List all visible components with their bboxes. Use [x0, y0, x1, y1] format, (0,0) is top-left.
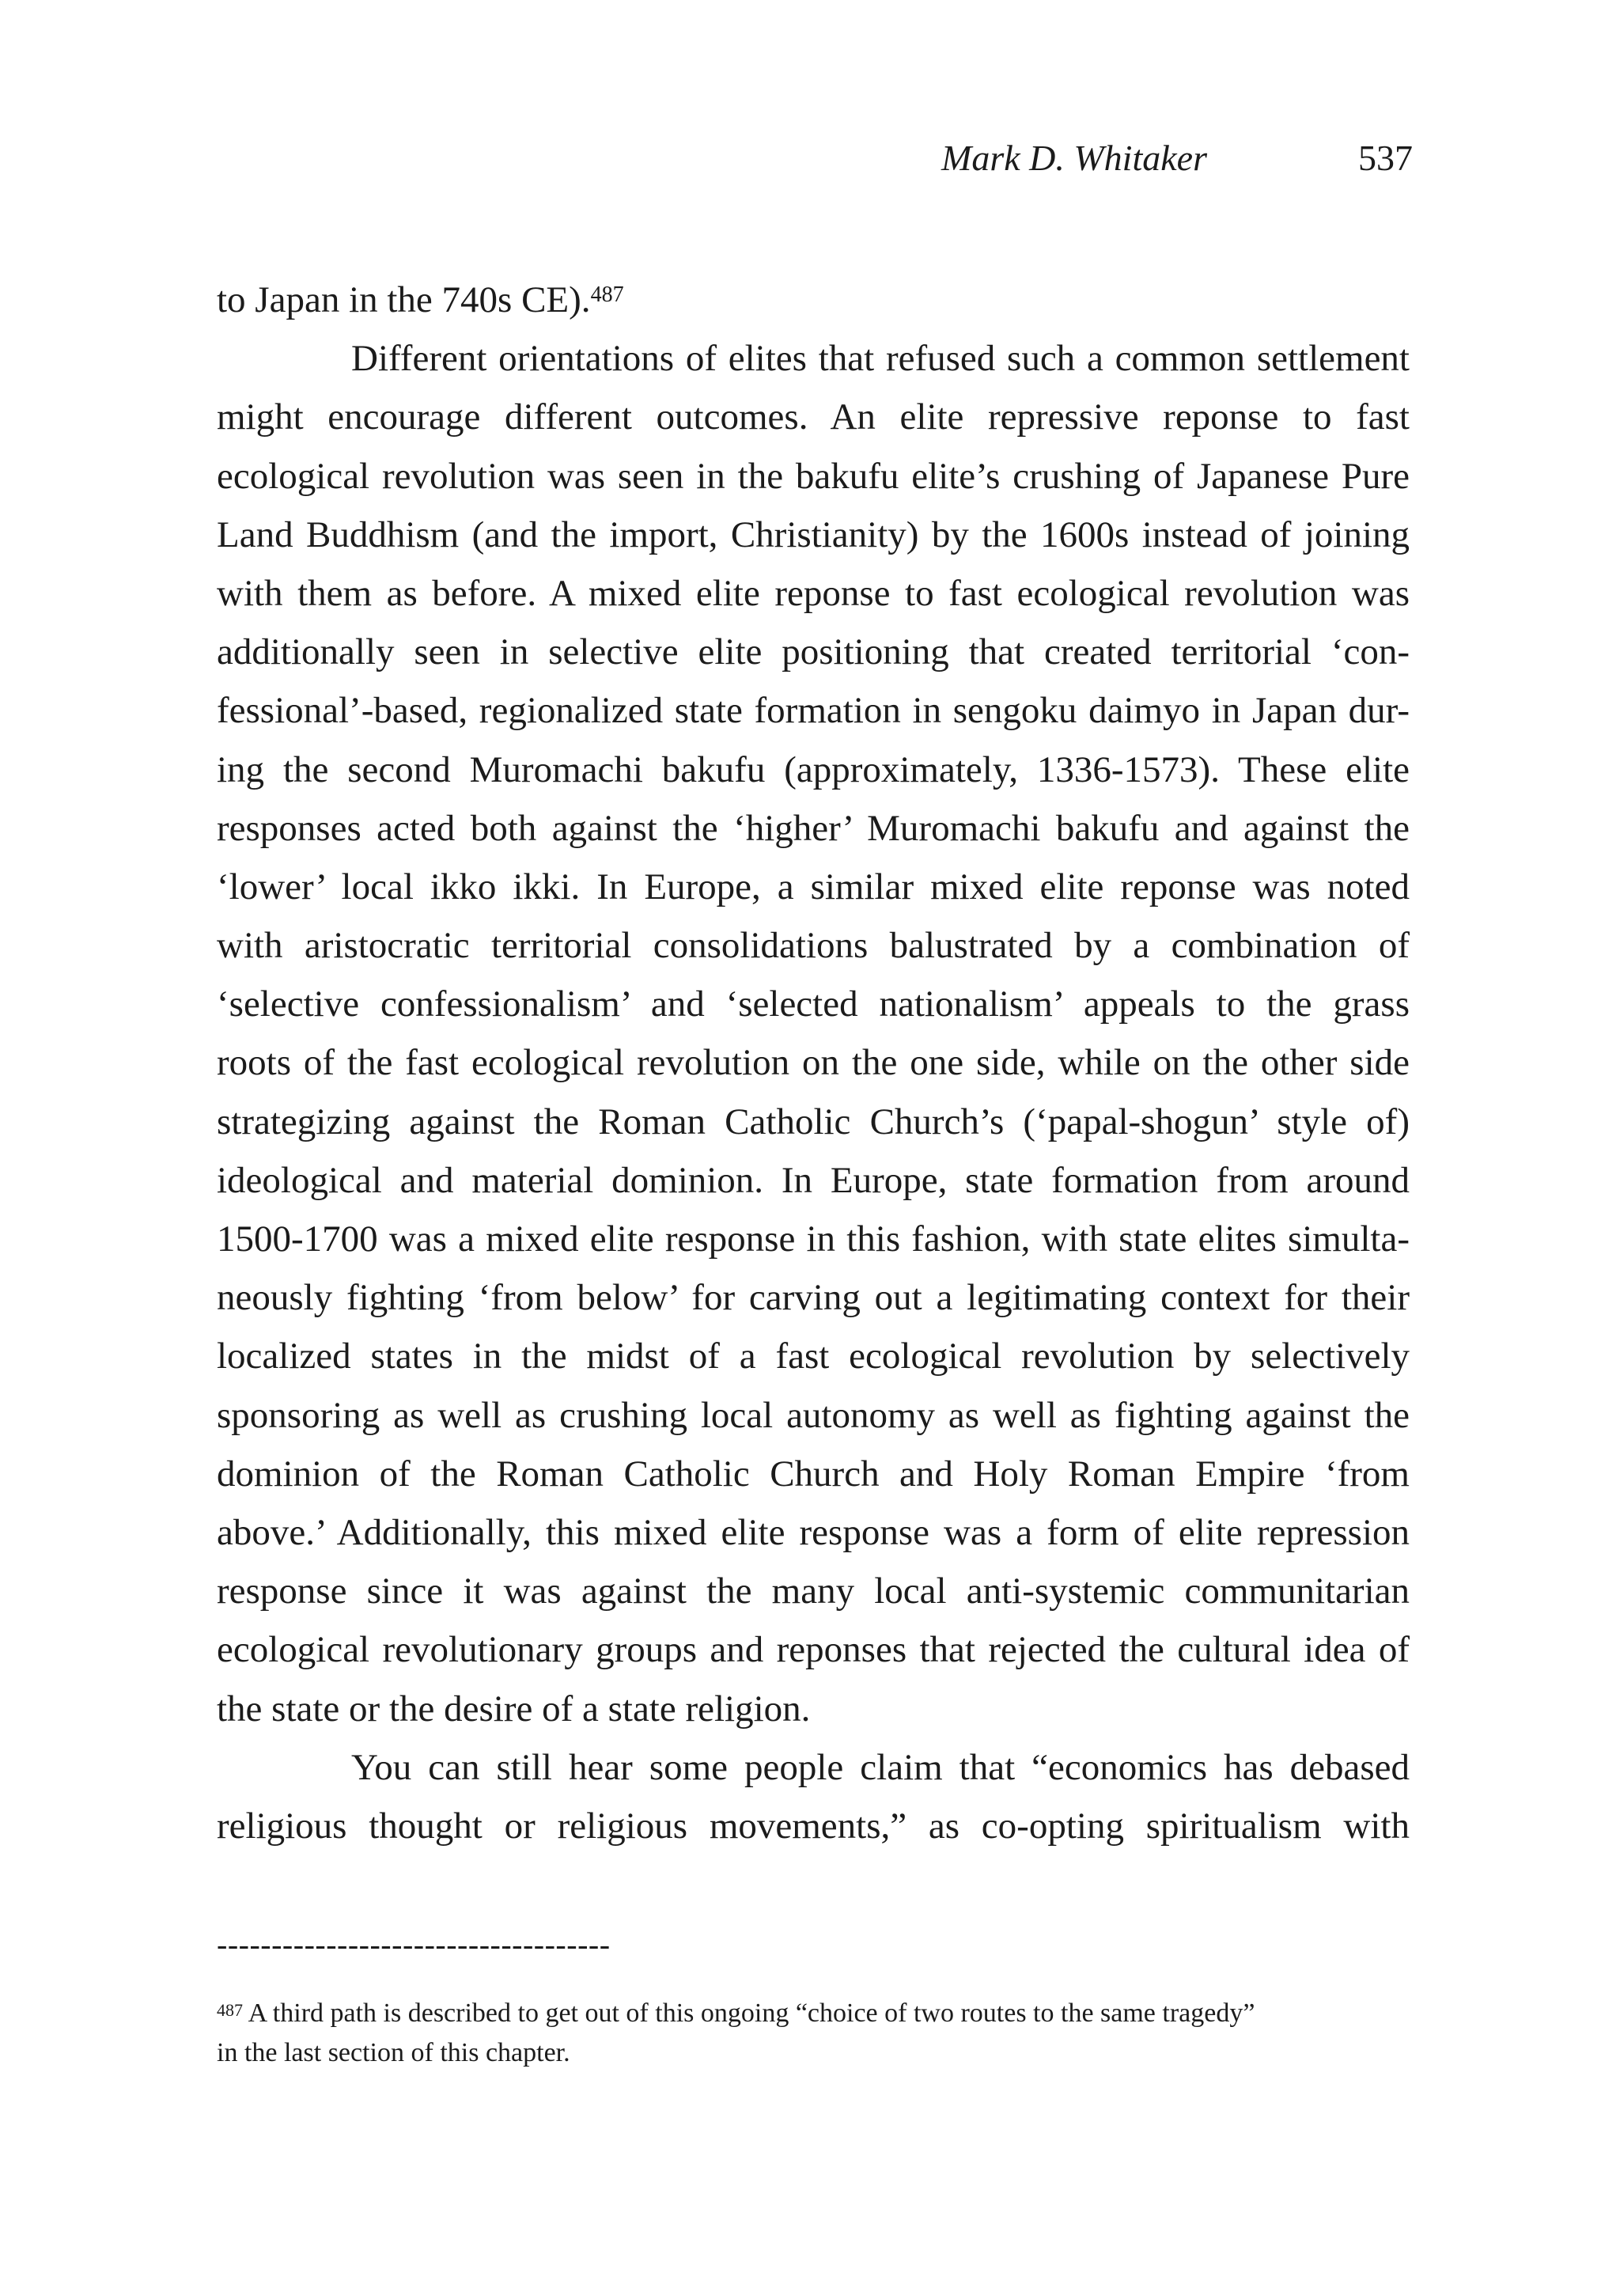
text-line — [217, 1033, 1410, 1092]
footnote-text: A third path is described to get out of this ongoing “choice of two routes to the same tragedy” — [243, 1999, 1255, 2028]
text-line — [217, 1680, 1410, 1738]
text-line-content: roots of the fast ecological revolution on the one side, while on the other side — [217, 1042, 1410, 1084]
text-line — [217, 564, 1410, 623]
footnote-line: in the last section of this chapter. — [217, 2038, 570, 2067]
text-line-content: 1500-1700 was a mixed elite response in this fashion, with state elites simulta- — [217, 1218, 1410, 1260]
text-line — [217, 1268, 1410, 1327]
text-line — [217, 271, 1410, 329]
text-line — [217, 1093, 1410, 1151]
text-line — [217, 681, 1410, 740]
text-line — [217, 1445, 1410, 1503]
body-text — [217, 271, 1410, 1855]
text-line — [217, 799, 1410, 858]
text-line-content: neously fighting ‘from below’ for carving out a legitimating context for their — [217, 1277, 1410, 1319]
text-line-content: fessional’-based, regionalized state formation in sengoku daimyo in Japan dur- — [217, 690, 1410, 732]
running-head-author: Mark D. Whitaker — [941, 138, 1207, 178]
text-line-content: might encourage different outcomes. An elite repressive reponse to fast — [217, 396, 1410, 438]
text-line — [217, 975, 1410, 1033]
text-line-content: responses acted both against the ‘higher’ Muromachi bakufu and against the — [217, 807, 1410, 849]
text-line-content: strategizing against the Roman Catholic Church’s (‘papal-shogun’ style of) — [217, 1101, 1410, 1142]
text-line-content: ecological revolution was seen in the bakufu elite’s crushing of Japanese Pure — [217, 455, 1410, 497]
text-line — [217, 1503, 1410, 1562]
text-line — [217, 1386, 1410, 1445]
text-line — [217, 329, 1410, 388]
text-line — [217, 741, 1410, 799]
text-line — [217, 388, 1410, 446]
text-line-content: localized states in the midst of a fast ecological revolution by selectively — [217, 1336, 1410, 1377]
text-line-content: above.’ Additionally, this mixed elite response was a form of elite repression — [217, 1511, 1410, 1553]
text-line — [217, 1210, 1410, 1268]
footnote-separator: ------------------------------------ — [217, 1927, 611, 1962]
text-line-content: response since it was against the many local anti-systemic communitarian — [217, 1570, 1410, 1612]
text-line-content: the state or the desire of a state religion. — [217, 1688, 811, 1730]
footnote — [217, 1994, 1387, 2073]
text-line-content: ‘lower’ local ikko ikki. In Europe, a similar mixed elite reponse was noted — [217, 866, 1410, 907]
text-line — [217, 1151, 1410, 1210]
text-line-content: with them as before. A mixed elite reponse to fast ecological revolution was — [217, 572, 1410, 614]
footnote-reference: 487 — [590, 282, 624, 307]
footnote-number: 487 — [217, 2000, 243, 2020]
text-line-content: ecological revolutionary groups and reponses that rejected the cultural idea of — [217, 1629, 1410, 1671]
text-line-content: ‘selective confessionalism’ and ‘selected nationalism’ appeals to the grass — [217, 983, 1410, 1025]
footnote-line — [217, 1994, 1387, 2033]
text-line — [217, 916, 1410, 975]
text-line — [217, 1797, 1410, 1855]
text-line-content: You can still hear some people claim that “economics has debased — [351, 1746, 1410, 1788]
text-line-content: religious thought or religious movements,” as co-opting spiritualism with — [217, 1805, 1410, 1847]
page-number: 537 — [1358, 138, 1413, 178]
text-line-content: ideological and material dominion. In Europe, state formation from around — [217, 1159, 1410, 1201]
text-line-content: sponsoring as well as crushing local autonomy as well as fighting against the — [217, 1394, 1410, 1436]
text-line — [217, 1738, 1410, 1797]
text-line-content: dominion of the Roman Catholic Church and Holy Roman Empire ‘from — [217, 1453, 1410, 1495]
text-line — [217, 1562, 1410, 1620]
text-line-content: ing the second Muromachi bakufu (approximately, 1336-1573). These elite — [217, 748, 1410, 790]
text-line — [217, 858, 1410, 916]
text-line-content: Land Buddhism (and the import, Christianity) by the 1600s instead of joining — [217, 513, 1410, 555]
text-line — [217, 623, 1410, 681]
text-line-content: Different orientations of elites that refused such a common settlement — [351, 338, 1410, 380]
text-line — [217, 1327, 1410, 1385]
text-line-content: with aristocratic territorial consolidations balustrated by a combination of — [217, 925, 1410, 967]
text-line-content: additionally seen in selective elite positioning that created territorial ‘con- — [217, 631, 1410, 673]
text-line — [217, 447, 1410, 506]
text-line-content: to Japan in the 740s CE). — [217, 279, 591, 320]
text-line — [217, 1620, 1410, 1679]
text-line — [217, 506, 1410, 564]
